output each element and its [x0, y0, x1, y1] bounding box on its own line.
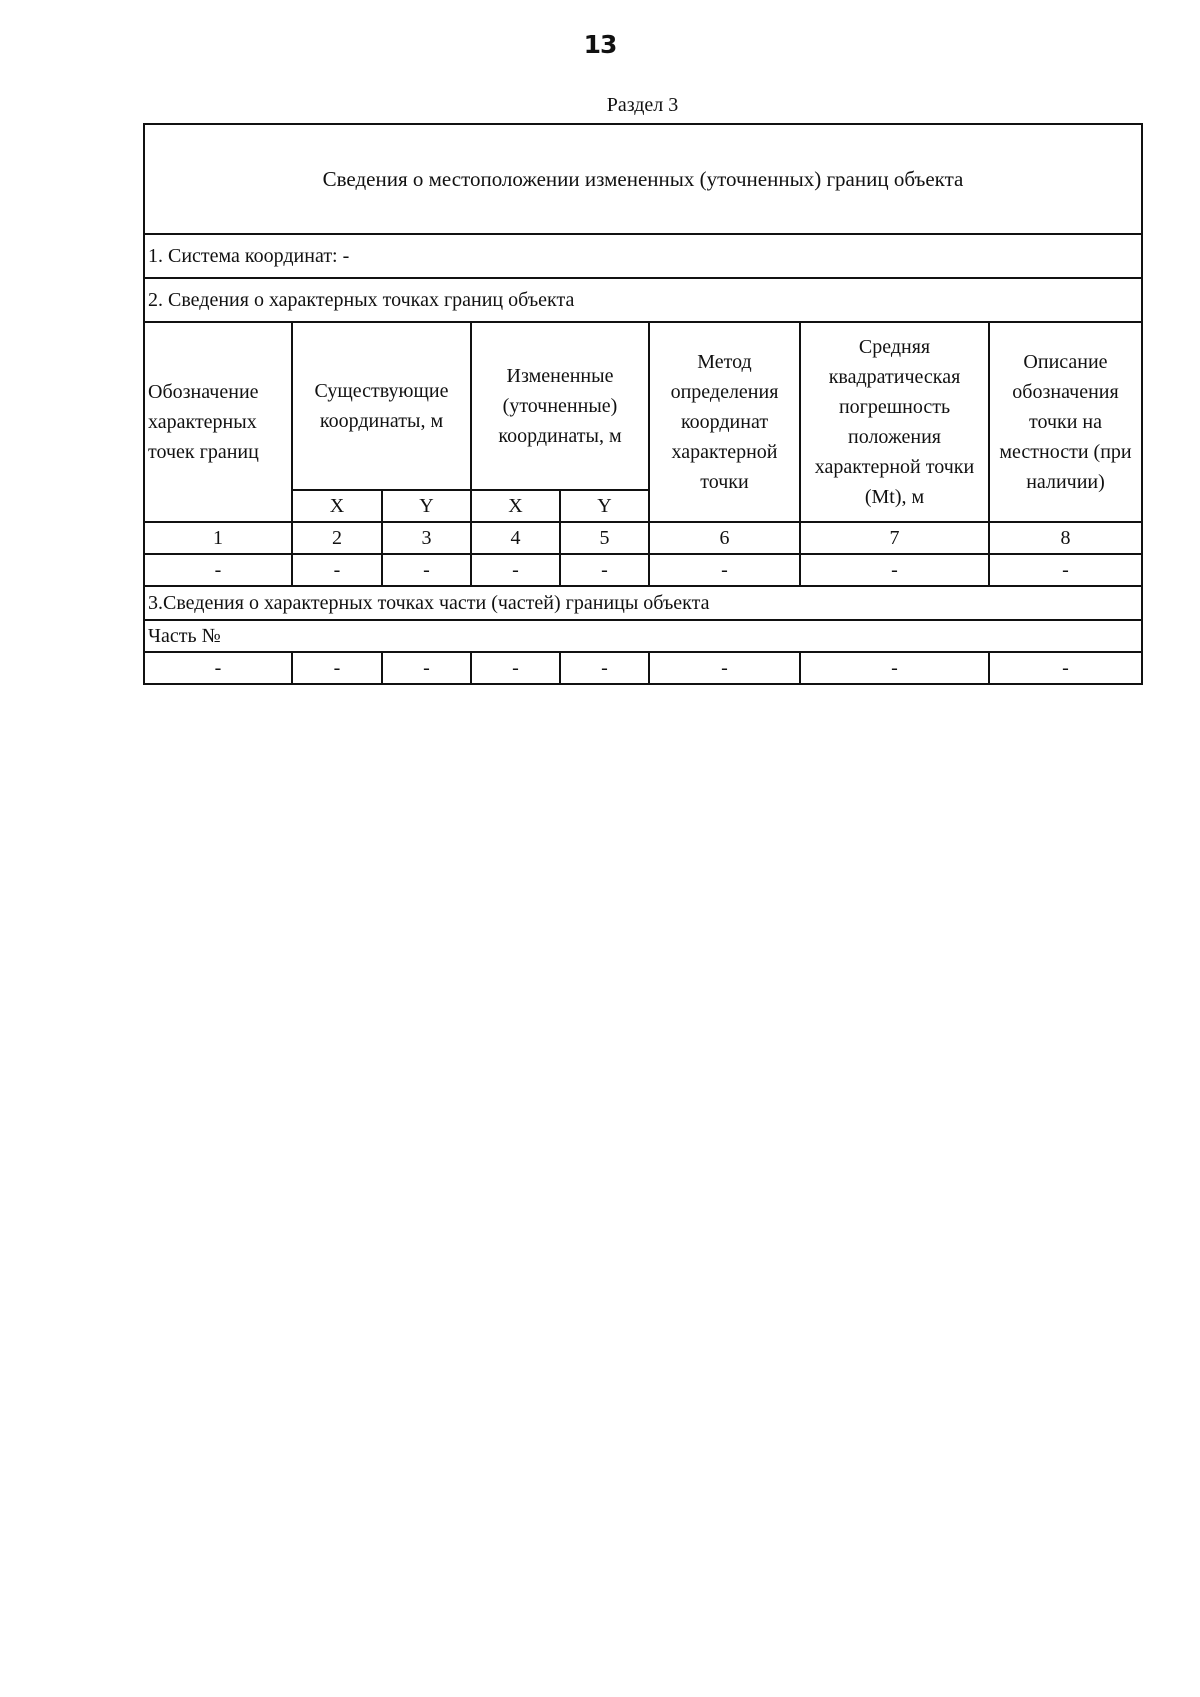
- header-changed-text: Измененные (уточненные) координаты, м: [498, 365, 622, 447]
- header-method: [649, 322, 800, 522]
- table-cell: -: [382, 554, 471, 586]
- header-existing: [292, 322, 471, 490]
- header-description: [989, 322, 1142, 522]
- table-cell: -: [989, 554, 1142, 586]
- header-existing-text: Существующие координаты, м: [314, 380, 449, 432]
- column-number: 8: [989, 522, 1142, 554]
- coord-system-row: 1. Система координат: -: [144, 234, 1142, 278]
- header-changed-y: Y: [560, 490, 649, 522]
- header-existing-x: X: [292, 490, 382, 522]
- header-error: [800, 322, 989, 522]
- table-cell: -: [800, 554, 989, 586]
- header-method-text: Метод определения координат характерной точки: [670, 351, 779, 493]
- table-cell: -: [560, 554, 649, 586]
- column-number: 7: [800, 522, 989, 554]
- header-description-text: Описание обозначения точки на местности (при наличии): [999, 351, 1132, 493]
- parts-data-row: [144, 652, 1142, 684]
- header-designation: [144, 322, 292, 522]
- header-changed: [471, 322, 649, 490]
- column-number: 3: [382, 522, 471, 554]
- table-cell: -: [649, 554, 800, 586]
- column-number: 4: [471, 522, 560, 554]
- parts-heading: 3.Сведения о характерных точках части (частей) границы объекта: [144, 586, 1142, 620]
- table-cell: -: [292, 652, 382, 684]
- table-cell: -: [800, 652, 989, 684]
- points-data-row: [144, 554, 1142, 586]
- table-cell: -: [292, 554, 382, 586]
- part-label: Часть №: [144, 620, 1142, 652]
- column-number: 6: [649, 522, 800, 554]
- header-error-text: Средняя квадратическая погрешность положения характерной точки (Mt), м: [814, 336, 975, 508]
- points-heading: 2. Сведения о характерных точках границ объекта: [144, 278, 1142, 322]
- table-cell: -: [144, 554, 292, 586]
- column-number: 1: [144, 522, 292, 554]
- header-existing-y: Y: [382, 490, 471, 522]
- boundary-table: [143, 123, 1143, 685]
- table-cell: -: [471, 554, 560, 586]
- column-number: 2: [292, 522, 382, 554]
- page-number: 13: [583, 30, 617, 59]
- table-cell: -: [649, 652, 800, 684]
- table-cell: -: [382, 652, 471, 684]
- table-cell: -: [560, 652, 649, 684]
- header-designation-text: Обозначение характерных точек границ: [148, 381, 259, 463]
- table-title: Сведения о местоположении измененных (уточненных) границ объекта: [144, 124, 1142, 234]
- column-number: 5: [560, 522, 649, 554]
- table-cell: -: [989, 652, 1142, 684]
- section-label: Раздел 3: [606, 94, 679, 116]
- table-cell: -: [144, 652, 292, 684]
- column-numbers-row: [144, 522, 1142, 554]
- header-changed-x: X: [471, 490, 560, 522]
- table-cell: -: [471, 652, 560, 684]
